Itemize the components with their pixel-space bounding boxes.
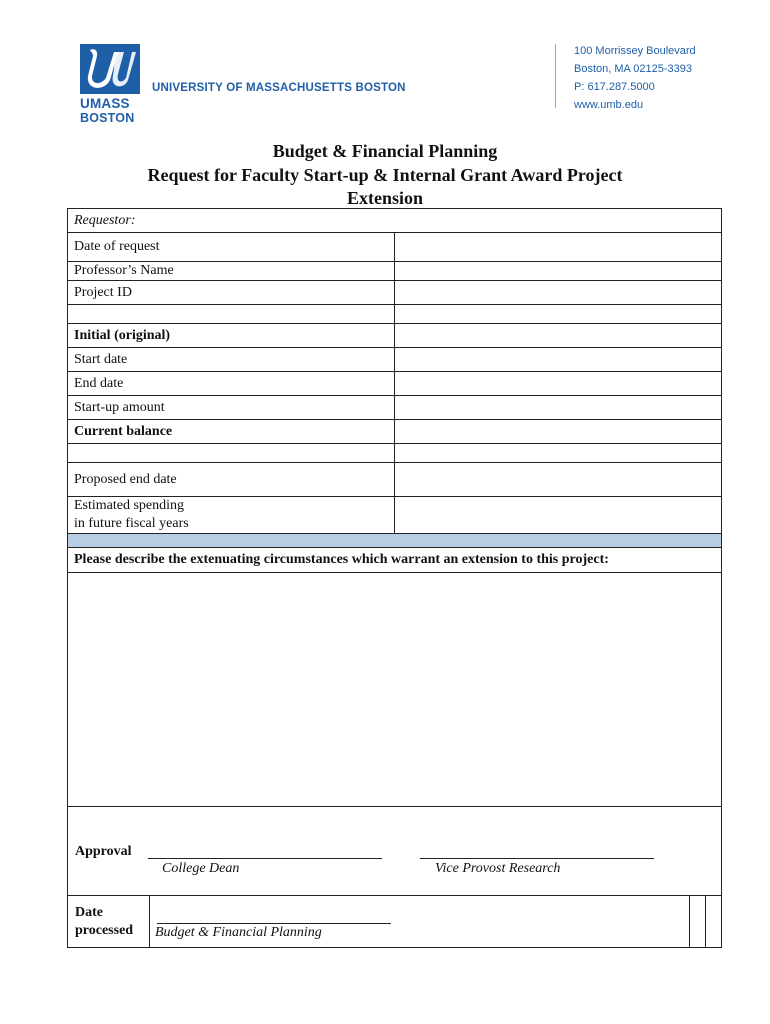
- date-label-line-2: processed: [75, 923, 134, 938]
- date-processed-label: [75, 904, 133, 940]
- estimated-spending-label: [68, 497, 395, 534]
- current-balance-label: Current balance: [68, 420, 395, 444]
- vice-provost-label: Vice Provost Research: [435, 861, 561, 876]
- approval-section: [67, 807, 722, 948]
- proposed-end-date-label: Proposed end date: [68, 463, 395, 497]
- professors-name-field[interactable]: [395, 262, 722, 281]
- title-line-2: Request for Faculty Start-up & Internal Grant Award Project: [147, 164, 623, 185]
- college-dean-label: College Dean: [162, 861, 240, 876]
- spacer-label-cell: [68, 305, 395, 324]
- current-balance-field[interactable]: [395, 420, 722, 444]
- start-date-field[interactable]: [395, 348, 722, 372]
- title-line-1: Budget & Financial Planning: [272, 141, 498, 161]
- website-link[interactable]: www.umb.edu: [574, 99, 644, 111]
- phone-number: P: 617.287.5000: [574, 81, 655, 93]
- approval-divider: [68, 895, 721, 896]
- address-block: [574, 42, 696, 114]
- vice-provost-signature-line[interactable]: [420, 858, 654, 859]
- header-divider: [555, 44, 556, 108]
- spacer-field-cell: [395, 444, 722, 463]
- spacer-field-cell: [395, 305, 722, 324]
- requestor-label: Requestor:: [68, 209, 722, 233]
- document-title: [0, 140, 770, 211]
- budget-fp-label: Budget & Financial Planning: [155, 925, 322, 940]
- startup-amount-label: Start-up amount: [68, 396, 395, 420]
- umass-boston-logo: [80, 44, 140, 124]
- address-line-1: 100 Morrissey Boulevard: [574, 45, 696, 57]
- budget-fp-signature-line[interactable]: [157, 923, 391, 924]
- professors-name-label: Professor’s Name: [68, 262, 395, 281]
- university-name: UNIVERSITY OF MASSACHUSETTS BOSTON: [152, 82, 406, 94]
- section-divider-bar: [68, 534, 722, 548]
- date-label-line-1: Date: [75, 905, 103, 920]
- right-box-divider-2: [705, 895, 706, 947]
- date-of-request-label: Date of request: [68, 233, 395, 262]
- logo-umass-text: UMASS: [80, 96, 130, 111]
- title-line-3: Extension: [346, 188, 424, 208]
- initial-original-label: Initial (original): [68, 324, 395, 348]
- umass-u-emblem-icon: [80, 44, 140, 94]
- start-date-label: Start date: [68, 348, 395, 372]
- date-column-divider: [149, 895, 150, 947]
- approval-label: Approval: [75, 844, 132, 859]
- describe-prompt: Please describe the extenuating circumstances which warrant an extension to this project:: [68, 548, 722, 573]
- estimated-spending-field[interactable]: [395, 497, 722, 534]
- college-dean-signature-line[interactable]: [148, 858, 382, 859]
- end-date-field[interactable]: [395, 372, 722, 396]
- request-form: [67, 208, 722, 948]
- request-form-table: [67, 208, 722, 807]
- logo-boston-text: BOSTON: [80, 111, 135, 125]
- estimated-spending-line-2: in future fiscal years: [74, 516, 189, 531]
- right-box-divider-1: [689, 895, 690, 947]
- project-id-label: Project ID: [68, 281, 395, 305]
- date-of-request-field[interactable]: [395, 233, 722, 262]
- spacer-label-cell: [68, 444, 395, 463]
- circumstances-textarea[interactable]: [68, 573, 722, 807]
- initial-original-field[interactable]: [395, 324, 722, 348]
- proposed-end-date-field[interactable]: [395, 463, 722, 497]
- startup-amount-field[interactable]: [395, 396, 722, 420]
- project-id-field[interactable]: [395, 281, 722, 305]
- address-line-2: Boston, MA 02125-3393: [574, 63, 693, 75]
- estimated-spending-line-1: Estimated spending: [74, 498, 185, 513]
- end-date-label: End date: [68, 372, 395, 396]
